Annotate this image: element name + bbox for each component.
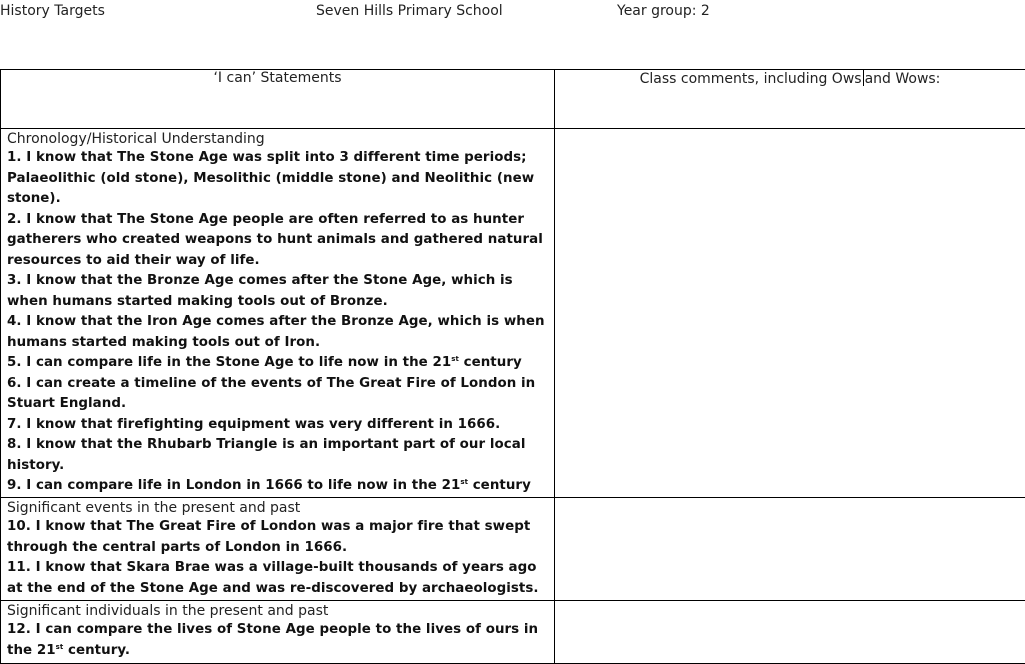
- statements-cell-events[interactable]: [1, 498, 555, 601]
- table-row: [1, 129, 1025, 498]
- statement: [7, 620, 550, 661]
- section-title: Significant events in the present and past: [7, 500, 550, 517]
- statement-text: 12. I can compare the lives of Stone Age people to the lives of ours in the 21: [7, 622, 538, 658]
- statement: 8. I know that the Rhubarb Triangle is an important part of our local history.: [7, 435, 550, 476]
- comments-heading-part1: Class comments, including Ows: [640, 71, 862, 87]
- table-row: [1, 601, 1025, 664]
- comments-cell-chronology[interactable]: [555, 129, 1025, 498]
- statements-column-heading: ‘I can’ Statements: [1, 70, 555, 129]
- statement-text: 5. I can compare life in the Stone Age to life now in the 21: [7, 355, 451, 370]
- comments-heading-part2: and Wows:: [865, 71, 941, 87]
- statement-text: century: [459, 355, 522, 370]
- section-title: Chronology/Historical Understanding: [7, 131, 550, 148]
- document-title: History Targets: [0, 3, 105, 19]
- table-header-row: [1, 70, 1025, 129]
- statement: [7, 476, 550, 497]
- comments-cell-events[interactable]: [555, 498, 1025, 601]
- statement: 11. I know that Skara Brae was a village-built thousands of years ago at the end of the Stone Age and was re-discovered by archaeologists.: [7, 558, 550, 599]
- statement: 3. I know that the Bronze Age comes after the Stone Age, which is when humans started making tools out of Bronze.: [7, 271, 550, 312]
- ordinal-suffix: st: [56, 643, 64, 651]
- school-name: Seven Hills Primary School: [316, 3, 503, 19]
- statement-text: century.: [63, 643, 130, 658]
- statement: 10. I know that The Great Fire of London was a major fire that swept through the central parts of London in 1666.: [7, 517, 550, 558]
- ordinal-suffix: st: [451, 355, 459, 363]
- statement: 4. I know that the Iron Age comes after the Bronze Age, which is when humans started making tools out of Iron.: [7, 312, 550, 353]
- statements-cell-chronology[interactable]: [1, 129, 555, 498]
- year-group: Year group: 2: [617, 3, 710, 19]
- statement: 2. I know that The Stone Age people are often referred to as hunter gatherers who created weapons to hunt animals and gathered natural resources to aid their way of life.: [7, 210, 550, 272]
- targets-table: [0, 69, 1025, 664]
- statement: 7. I know that firefighting equipment was very different in 1666.: [7, 415, 550, 436]
- table-row: [1, 498, 1025, 601]
- statement-text: 9. I can compare life in London in 1666 to life now in the 21: [7, 478, 460, 493]
- section-title: Significant individuals in the present and past: [7, 603, 550, 620]
- comments-column-heading: [555, 70, 1025, 129]
- statement-text: century: [468, 478, 531, 493]
- statement: [7, 353, 550, 374]
- statement: 6. I can create a timeline of the events of The Great Fire of London in Stuart England.: [7, 374, 550, 415]
- text-cursor: [863, 70, 864, 86]
- statement: 1. I know that The Stone Age was split into 3 different time periods; Palaeolithic (old stone), Mesolithic (middle stone) and Neolithic (new stone).: [7, 148, 550, 210]
- statements-cell-individuals[interactable]: [1, 601, 555, 664]
- comments-cell-individuals[interactable]: [555, 601, 1025, 664]
- ordinal-suffix: st: [460, 478, 468, 486]
